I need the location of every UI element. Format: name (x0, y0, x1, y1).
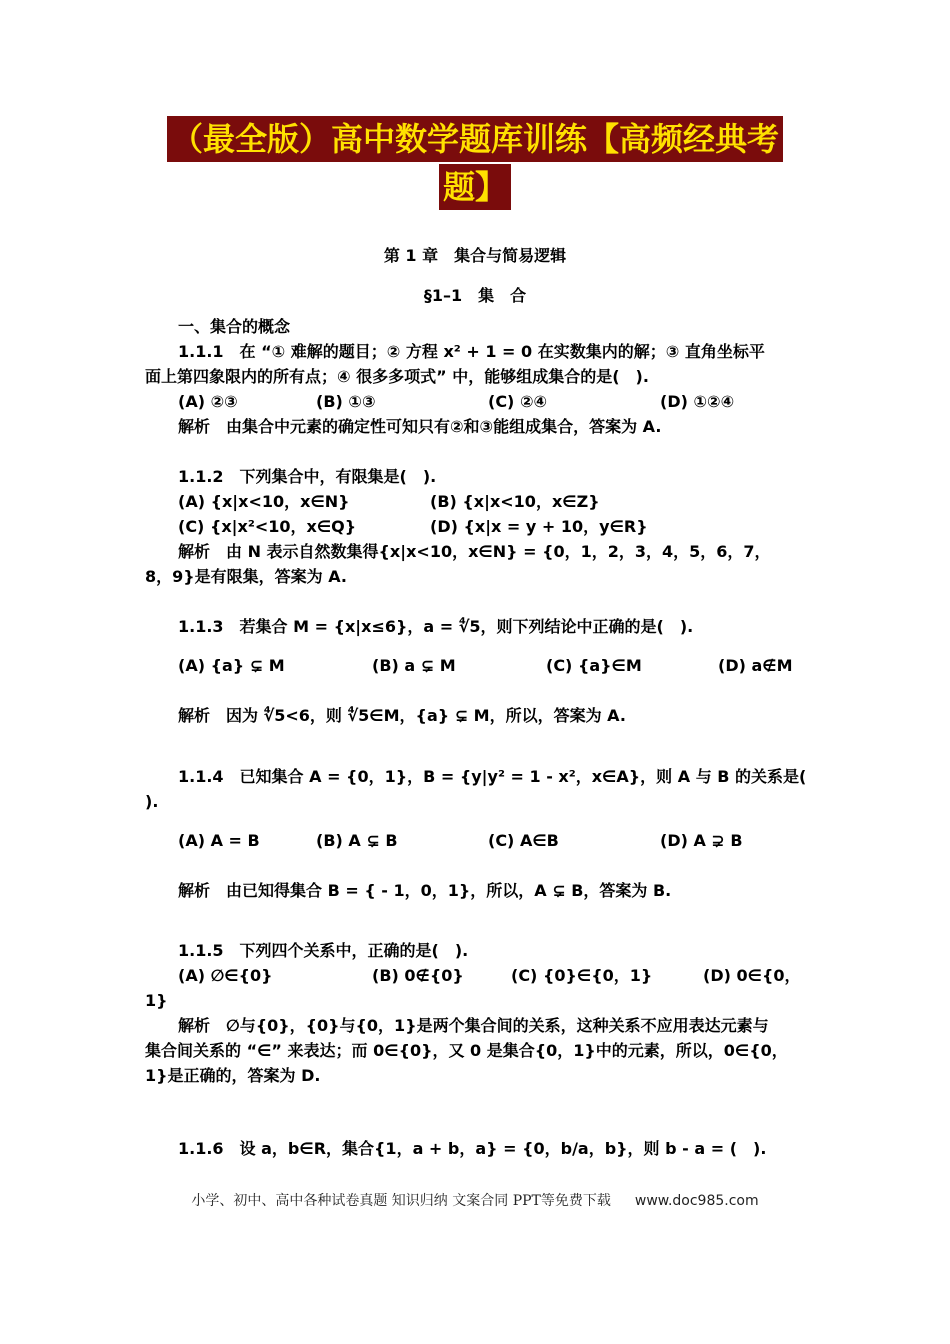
q1-option-c: (C) ②④ (488, 392, 548, 411)
q5-option-b: (B) 0∉{0} (372, 966, 464, 985)
q1-option-b: (B) ①③ (316, 392, 376, 411)
q3-option-d: (D) a∉M (718, 656, 793, 675)
q2-option-d: (D) {x|x = y + 10，y∈R} (430, 517, 648, 536)
q3-option-a: (A) {a} ⊊ M (178, 656, 285, 675)
question-1-line-1: 1.1.1 在 “① 难解的题目；② 方程 x² + 1 = 0 在实数集内的解；③ 直角坐标平 (178, 342, 765, 361)
q4-option-a: (A) A = B (178, 831, 260, 850)
question-3-solution: 解析 因为 ∜5<6，则 ∜5∈M，{a} ⊊ M，所以，答案为 A. (178, 706, 626, 725)
concept-heading: 一、集合的概念 (178, 317, 291, 336)
q5-option-d: (D) 0∈{0， (703, 966, 801, 985)
chapter-heading: 第 1 章 集合与简易逻辑 (383, 246, 567, 265)
q4-option-c: (C) A∈B (488, 831, 559, 850)
q1-option-d: (D) ①②④ (660, 392, 735, 411)
q2-option-a: (A) {x|x<10，x∈N} (178, 492, 350, 511)
page-footer (0, 1190, 950, 1210)
footer-url[interactable]: www.doc985.com (634, 1193, 759, 1209)
question-1-line-2: 面上第四象限内的所有点；④ 很多多项式” 中，能够组成集合的是( ). (145, 367, 649, 386)
question-4-solution: 解析 由已知得集合 B = { - 1，0，1}，所以，A ⊊ B，答案为 B. (178, 881, 672, 900)
q5-option-c: (C) {0}∈{0，1} (511, 966, 653, 985)
q5-option-a: (A) ∅∈{0} (178, 966, 273, 985)
q2-option-c: (C) {x|x²<10，x∈Q} (178, 517, 357, 536)
q4-option-d: (D) A ⊋ B (660, 831, 743, 850)
question-4-line-1: 1.1.4 已知集合 A = {0，1}，B = {y|y² = 1 - x²，x∈A}，则 A 与 B 的关系是( (178, 767, 807, 786)
question-5-solution-line-2: 集合间关系的 “∈” 来表达；而 0∈{0}，又 0 是集合{0，1}中的元素，所以，0∈{0， (145, 1041, 788, 1060)
document-title (0, 116, 950, 210)
section-heading: §1–1 集 合 (423, 286, 527, 305)
question-5-line-1: 1.1.5 下列四个关系中，正确的是( ). (178, 941, 469, 960)
question-4-line-2: ). (145, 792, 159, 811)
question-3-line-1: 1.1.3 若集合 M = {x|x≤6}，a = ∜5，则下列结论中正确的是( ). (178, 617, 694, 636)
question-2-line-1: 1.1.2 下列集合中，有限集是( ). (178, 467, 437, 486)
question-2-solution-line-2: 8，9}是有限集，答案为 A. (145, 567, 347, 586)
q2-option-b: (B) {x|x<10，x∈Z} (430, 492, 600, 511)
q3-option-b: (B) a ⊊ M (372, 656, 456, 675)
question-5-solution-line-3: 1}是正确的，答案为 D. (145, 1066, 321, 1085)
q5-option-d-continued: 1} (145, 991, 168, 1010)
question-6-line-1: 1.1.6 设 a，b∈R，集合{1，a + b，a} = {0，b/a，b}，则 b - a = ( ). (178, 1139, 767, 1158)
title-line-2: 题】 (439, 164, 511, 210)
footer-text: 小学、初中、高中各种试卷真题 知识归纳 文案合同 PPT等免费下载 (191, 1193, 611, 1209)
title-line-1: （最全版）高中数学题库训练【高频经典考 (167, 116, 783, 162)
q3-option-c: (C) {a}∈M (546, 656, 642, 675)
question-5-solution-line-1: 解析 ∅与{0}，{0}与{0，1}是两个集合间的关系，这种关系不应用表达元素与 (178, 1016, 769, 1035)
q4-option-b: (B) A ⊊ B (316, 831, 398, 850)
question-1-solution: 解析 由集合中元素的确定性可知只有②和③能组成集合，答案为 A. (178, 417, 662, 436)
q1-option-a: (A) ②③ (178, 392, 238, 411)
question-2-solution-line-1: 解析 由 N 表示自然数集得{x|x<10，x∈N} = {0，1，2，3，4，5，6，7， (178, 542, 771, 561)
